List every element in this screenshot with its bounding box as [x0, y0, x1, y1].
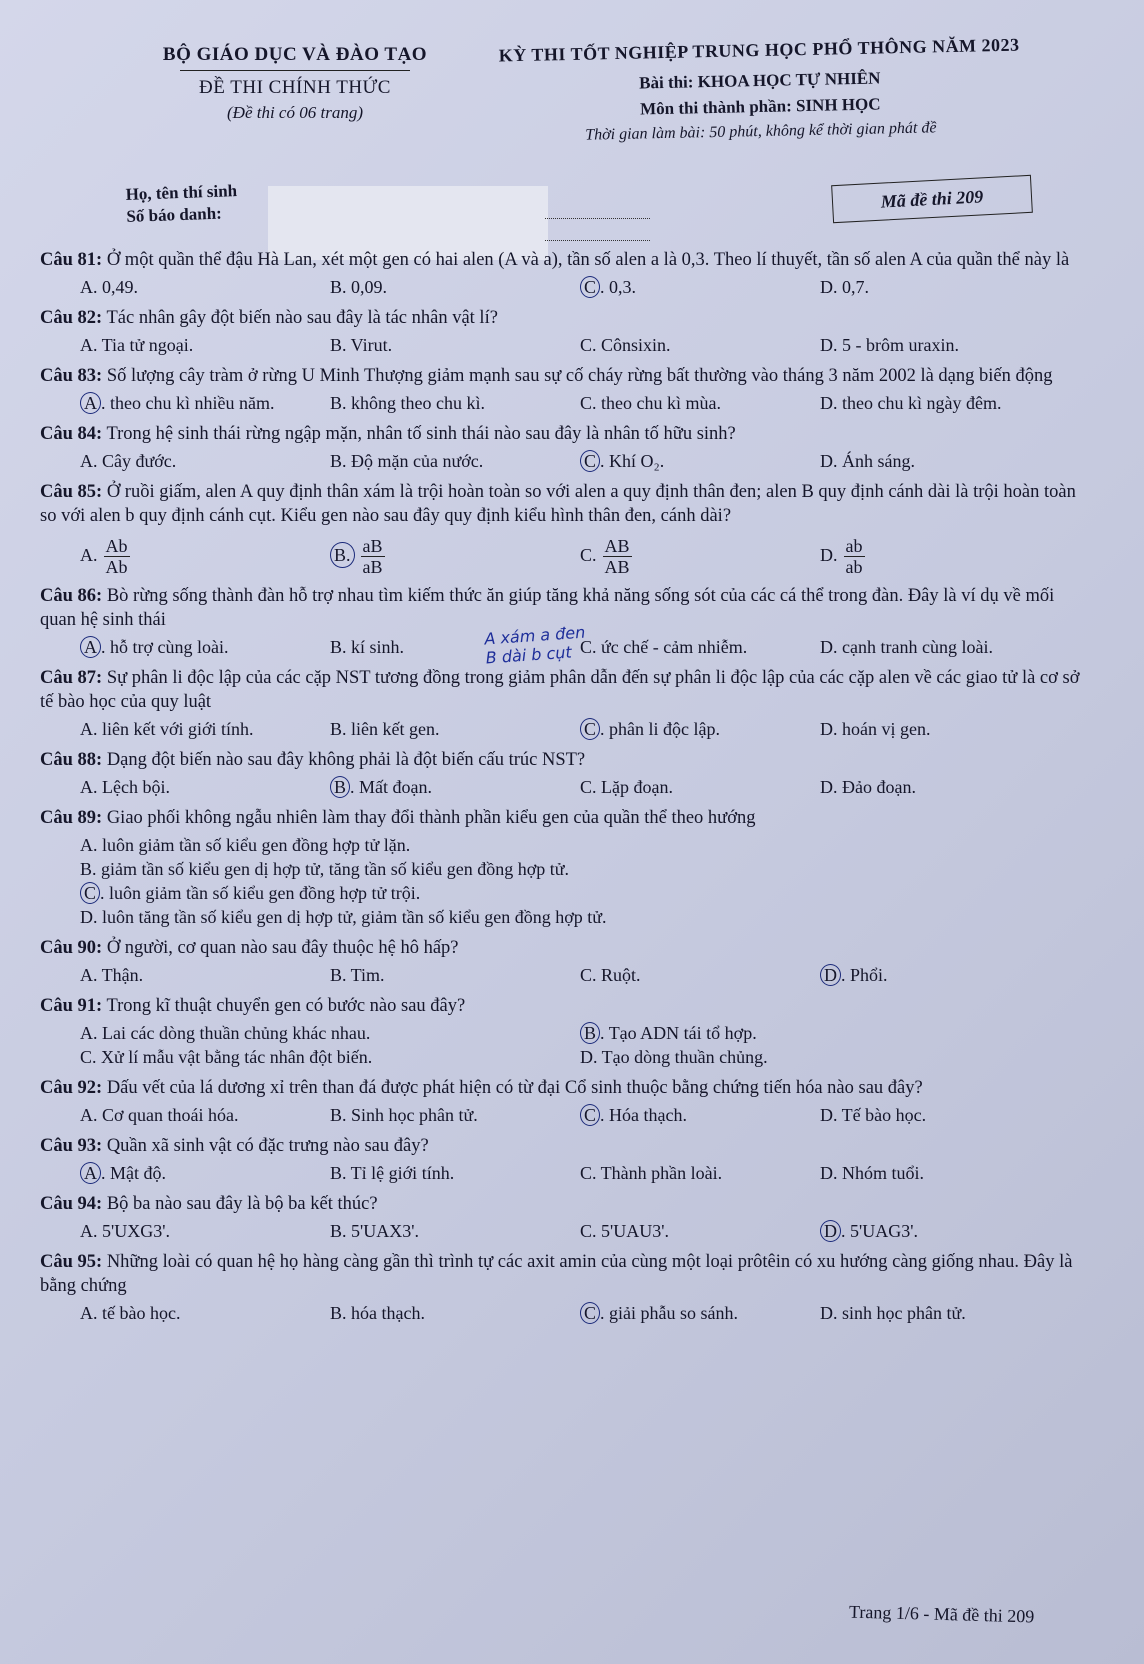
answer-option[interactable]	[330, 275, 580, 299]
option-text: C. Thành phần loài.	[580, 1163, 723, 1183]
question	[40, 364, 1080, 415]
answer-options	[40, 717, 1080, 741]
option-text: A . theo chu kì nhiều năm.	[80, 392, 274, 414]
exam-code-box: Mã đề thi 209	[831, 175, 1033, 223]
answer-option[interactable]	[820, 1103, 1060, 1127]
option-text: D. theo chu kì ngày đêm.	[820, 393, 1002, 413]
answer-option[interactable]	[580, 391, 820, 415]
answer-option[interactable]	[80, 1021, 580, 1045]
answer-option[interactable]	[580, 449, 820, 473]
ministry-name: BỘ GIÁO DỤC VÀ ĐÀO TẠO	[162, 44, 428, 65]
question-text	[40, 748, 1080, 772]
answer-option[interactable]	[80, 1103, 330, 1127]
answer-option[interactable]	[580, 1103, 820, 1127]
option-text: C. theo chu kì mùa.	[580, 393, 721, 413]
question	[40, 248, 1080, 299]
question-body: Bộ ba nào sau đây là bộ ba kết thúc?	[106, 1194, 378, 1214]
option-text: D . 5'UAG3'.	[820, 1220, 918, 1242]
answer-option[interactable]	[820, 635, 1060, 659]
option-text: B . Tạo ADN tái tổ hợp.	[580, 1022, 757, 1044]
question-label: Câu 84:	[40, 424, 103, 444]
question-label: Câu 81:	[40, 250, 103, 270]
question	[40, 936, 1080, 987]
option-text: A. Lệch bội.	[80, 777, 170, 797]
question-body: Tác nhân gây đột biến nào sau đây là tác nhân vật lí?	[106, 308, 498, 328]
fraction-denominator: aB	[362, 557, 383, 577]
answer-option[interactable]	[80, 1219, 330, 1243]
answer-option[interactable]	[80, 857, 1080, 881]
fraction-numerator: Ab	[105, 536, 128, 556]
answer-option[interactable]	[80, 905, 1080, 929]
page-footer: Trang 1/6 - Mã đề thi 209	[848, 1601, 1035, 1627]
question-label: Câu 94:	[40, 1194, 103, 1214]
answer-option[interactable]	[580, 1045, 1080, 1069]
option-text: A. 0,49.	[80, 277, 138, 297]
option-text: B. 0,09.	[330, 277, 388, 297]
answer-options	[40, 536, 1080, 577]
option-text: B. Sinh học phân tử.	[330, 1105, 478, 1125]
answer-option[interactable]	[330, 449, 580, 473]
answer-option[interactable]	[330, 775, 580, 799]
answer-options	[40, 1161, 1080, 1185]
answer-option[interactable]	[80, 449, 330, 473]
option-text: B. Virut.	[330, 335, 393, 355]
page-count-note: (Đề thi có 06 trang)	[227, 103, 363, 122]
answer-option[interactable]	[330, 536, 580, 577]
answer-option[interactable]	[330, 1219, 580, 1243]
answer-option[interactable]	[820, 963, 1060, 987]
question-label: Câu 85:	[40, 482, 103, 502]
genotype-fraction	[104, 536, 130, 577]
question-body: Quần xã sinh vật có đặc trưng nào sau đây?	[106, 1136, 429, 1156]
question-body: Ở một quần thể đậu Hà Lan, xét một gen có hai alen (A và a), tần số alen a là 0,3. Theo lí thuyết, tần số alen A của quần thể này là	[106, 250, 1070, 270]
answer-option[interactable]	[580, 635, 820, 659]
answer-option[interactable]	[80, 1045, 580, 1069]
fraction-numerator: aB	[362, 536, 383, 556]
question-text	[40, 1076, 1080, 1100]
question-body: Ở người, cơ quan nào sau đây thuộc hệ hô hấp?	[106, 938, 459, 958]
answer-option[interactable]	[820, 775, 1060, 799]
question-label: Câu 95:	[40, 1252, 103, 1272]
option-text: D. Ánh sáng.	[820, 451, 915, 471]
question-body: Ở ruồi giấm, alen A quy định thân xám là trội hoàn toàn so với alen a quy định thân đen; alen B quy định cánh dài là trội hoàn toàn so với alen b quy định cánh cụt. Kiểu gen nào sau đây quy định kiểu hình thân đen, cánh dài?	[40, 482, 1076, 526]
option-text: C . phân li độc lập.	[580, 718, 720, 740]
question-label: Câu 90:	[40, 938, 103, 958]
option-text: C . Khí O₂.	[580, 450, 664, 472]
option-text: B. kí sinh.	[330, 637, 405, 657]
answer-option[interactable]	[330, 1103, 580, 1127]
option-text: C. 5'UAU3'.	[580, 1221, 669, 1241]
option-text: C . 0,3.	[580, 276, 636, 298]
option-text: D. 5 - brôm uraxin.	[820, 335, 959, 355]
option-text: B. giảm tần số kiểu gen dị hợp tử, tăng tần số kiểu gen đồng hợp tử.	[80, 859, 569, 879]
answer-options	[40, 1301, 1080, 1325]
option-text: D. 0,7.	[820, 277, 869, 297]
exam-title: KỲ THI TỐT NGHIỆP TRUNG HỌC PHỔ THÔNG NĂM 2023	[498, 34, 1020, 66]
question-text	[40, 666, 1080, 714]
answer-option[interactable]	[580, 333, 820, 357]
option-text: B. không theo chu kì.	[330, 393, 485, 413]
question-text	[40, 1134, 1080, 1158]
answer-option[interactable]	[820, 1161, 1060, 1185]
option-text: A. Cây đước.	[80, 451, 177, 471]
option-text: B. 5'UAX3'.	[330, 1221, 419, 1241]
answer-option[interactable]	[80, 833, 1080, 857]
answer-options	[40, 775, 1080, 799]
answer-options	[40, 275, 1080, 299]
option-text: C . giải phẫu so sánh.	[580, 1302, 738, 1324]
id-dotted-line	[545, 240, 650, 242]
fraction-denominator: AB	[604, 557, 630, 577]
question	[40, 422, 1080, 473]
question-label: Câu 82:	[40, 308, 103, 328]
question	[40, 1250, 1080, 1325]
answer-options	[40, 833, 1080, 929]
option-text: D. Tạo dòng thuần chủng.	[580, 1047, 768, 1067]
answer-option[interactable]	[80, 275, 330, 299]
question-body: Những loài có quan hệ họ hàng càng gần thì trình tự các axit amin của cùng một loại prôtêin có xu hướng càng giống nhau. Đây là bằng chứng	[40, 1252, 1073, 1296]
name-dotted-line	[545, 218, 650, 220]
exam-paper: Bài thi: KHOA HỌC TỰ NHIÊN	[638, 68, 881, 93]
option-letter: B.	[330, 542, 355, 568]
question	[40, 806, 1080, 929]
option-text: C. Lặp đoạn.	[580, 777, 673, 797]
option-text: A. Cơ quan thoái hóa.	[80, 1105, 239, 1125]
answer-option[interactable]	[80, 1301, 330, 1325]
handwritten-note	[484, 623, 587, 668]
option-text: A. Tia tử ngoại.	[80, 335, 194, 355]
question-text	[40, 994, 1080, 1018]
header-left	[150, 44, 440, 123]
option-text: B. hóa thạch.	[330, 1303, 425, 1323]
official-exam-label: ĐỀ THI CHÍNH THỨC	[199, 77, 391, 98]
option-text: A . Mật độ.	[80, 1162, 166, 1184]
answer-option[interactable]	[820, 333, 1060, 357]
answer-options	[40, 1103, 1080, 1127]
header-right	[479, 34, 1041, 147]
option-text: C . Hóa thạch.	[580, 1104, 687, 1126]
answer-options	[40, 333, 1080, 357]
question	[40, 1076, 1080, 1127]
question-label: Câu 87:	[40, 668, 103, 688]
question-list	[40, 248, 1080, 1332]
question	[40, 666, 1080, 741]
handwritten-note-2: B dài b cụt	[485, 642, 573, 668]
answer-option[interactable]	[580, 1219, 820, 1243]
option-letter: A.	[80, 544, 98, 565]
genotype-fraction	[844, 536, 865, 577]
option-text: B . Mất đoạn.	[330, 776, 432, 798]
answer-options	[40, 963, 1080, 987]
question	[40, 306, 1080, 357]
option-text: A. Thận.	[80, 965, 144, 985]
question-text	[40, 1250, 1080, 1298]
question-label: Câu 88:	[40, 750, 103, 770]
answer-option[interactable]	[820, 1219, 1060, 1243]
question-text	[40, 422, 1080, 446]
question-text	[40, 480, 1080, 528]
question-text	[40, 248, 1080, 272]
answer-options	[40, 1021, 1080, 1069]
question-body: Trong kĩ thuật chuyển gen có bước nào sau đây?	[106, 996, 466, 1016]
answer-option[interactable]	[580, 963, 820, 987]
option-text: D. Đảo đoạn.	[820, 777, 916, 797]
answer-option[interactable]	[80, 1161, 330, 1185]
answer-options	[40, 391, 1080, 415]
option-letter: C.	[580, 544, 597, 565]
answer-option[interactable]	[80, 391, 330, 415]
answer-option[interactable]	[80, 333, 330, 357]
answer-option[interactable]	[80, 635, 330, 659]
question-body: Bò rừng sống thành đàn hỗ trợ nhau tìm kiếm thức ăn giúp tăng khả năng sống sót của các cá thể trong đàn. Đây là ví dụ về mối quan hệ sinh thái	[40, 586, 1055, 630]
header-rule	[180, 70, 410, 71]
question-label: Câu 91:	[40, 996, 103, 1016]
answer-option[interactable]	[580, 536, 820, 577]
option-text: C. Cônsixin.	[580, 335, 671, 355]
option-text: B. liên kết gen.	[330, 719, 440, 739]
answer-option[interactable]	[80, 717, 330, 741]
option-text: B. Tim.	[330, 965, 385, 985]
question	[40, 1134, 1080, 1185]
answer-option[interactable]	[80, 775, 330, 799]
answer-option[interactable]	[580, 775, 820, 799]
question-text	[40, 936, 1080, 960]
question-label: Câu 93:	[40, 1136, 103, 1156]
question	[40, 994, 1080, 1069]
option-text: B. Độ mặn của nước.	[330, 451, 484, 471]
handwritten-note-1: A xám a đen	[483, 622, 586, 649]
answer-option[interactable]	[330, 1161, 580, 1185]
answer-option[interactable]	[820, 449, 1060, 473]
question-label: Câu 86:	[40, 586, 103, 606]
option-text: A. luôn giảm tần số kiểu gen đồng hợp tử lặn.	[80, 835, 411, 855]
option-text: C. Ruột.	[580, 965, 641, 985]
option-text: C. ức chế - cảm nhiễm.	[580, 637, 748, 657]
option-text: A. liên kết với giới tính.	[80, 719, 254, 739]
option-text: D. luôn tăng tần số kiểu gen dị hợp tử, giảm tần số kiểu gen đồng hợp tử.	[80, 907, 607, 927]
answer-option[interactable]	[580, 717, 820, 741]
option-text: D. hoán vị gen.	[820, 719, 931, 739]
question-body: Trong hệ sinh thái rừng ngập mặn, nhân tố sinh thái nào sau đây là nhân tố hữu sinh?	[106, 424, 736, 444]
fraction-numerator: AB	[604, 536, 630, 556]
option-letter: D.	[820, 544, 838, 565]
question-label: Câu 92:	[40, 1078, 103, 1098]
option-text: D. sinh học phân tử.	[820, 1303, 966, 1323]
question-label: Câu 83:	[40, 366, 103, 386]
option-text: D . Phổi.	[820, 964, 888, 986]
question-text	[40, 306, 1080, 330]
fraction-denominator: ab	[845, 557, 863, 577]
candidate-info	[125, 180, 238, 228]
question	[40, 1192, 1080, 1243]
option-text: C. Xử lí mẫu vật bằng tác nhân đột biến.	[80, 1047, 373, 1067]
answer-option[interactable]	[80, 881, 1080, 905]
exam-time: Thời gian làm bài: 50 phút, không kể thời gian phát đề	[585, 119, 937, 144]
question-body: Số lượng cây tràm ở rừng U Minh Thượng giảm mạnh sau sự cố cháy rừng bất thường vào tháng 3 năm 2002 là dạng biến động	[106, 366, 1053, 386]
answer-option[interactable]	[330, 1301, 580, 1325]
option-text: D. Tế bào học.	[820, 1105, 927, 1125]
genotype-fraction	[603, 536, 632, 577]
answer-option[interactable]	[580, 1161, 820, 1185]
question	[40, 748, 1080, 799]
answer-option[interactable]	[580, 1021, 1080, 1045]
question-text	[40, 364, 1080, 388]
question-body: Dạng đột biến nào sau đây không phải là đột biến cấu trúc NST?	[106, 750, 586, 770]
option-text: A. tế bào học.	[80, 1303, 181, 1323]
question-body: Giao phối không ngẫu nhiên làm thay đổi thành phần kiểu gen của quần thể theo hướng	[106, 808, 756, 828]
answer-option[interactable]	[330, 963, 580, 987]
option-text: D. Nhóm tuổi.	[820, 1163, 925, 1183]
candidate-id-label: Số báo danh:	[126, 203, 223, 226]
answer-option[interactable]	[330, 391, 580, 415]
option-text: A . hỗ trợ cùng loài.	[80, 636, 229, 658]
question-body: Dấu vết của lá dương xỉ trên than đá được phát hiện có từ đại Cổ sinh thuộc bằng chứng tiến hóa nào sau đây?	[106, 1078, 923, 1098]
option-text: B. Tỉ lệ giới tính.	[330, 1163, 455, 1183]
answer-option[interactable]	[820, 391, 1060, 415]
question-text	[40, 806, 1080, 830]
answer-option[interactable]	[820, 1301, 1060, 1325]
answer-options	[40, 1219, 1080, 1243]
genotype-fraction	[361, 536, 385, 577]
answer-option[interactable]	[80, 536, 330, 577]
question-body: Sự phân li độc lập của các cặp NST tương đồng trong giảm phân dẫn đến sự phân li độc lập của các cặp alen về các giao tử là cơ sở tế bào học của quy luật	[40, 668, 1080, 712]
question-text	[40, 1192, 1080, 1216]
option-text: D. cạnh tranh cùng loài.	[820, 637, 993, 657]
answer-option[interactable]	[580, 1301, 820, 1325]
question-label: Câu 89:	[40, 808, 103, 828]
answer-option[interactable]	[330, 333, 580, 357]
fraction-numerator: ab	[845, 536, 863, 556]
answer-option[interactable]	[580, 275, 820, 299]
answer-options	[40, 449, 1080, 473]
option-text: A. Lai các dòng thuần chủng khác nhau.	[80, 1023, 371, 1043]
exam-subject: Môn thi thành phần: SINH HỌC	[639, 94, 881, 119]
option-text: A. 5'UXG3'.	[80, 1221, 170, 1241]
answer-option[interactable]	[820, 275, 1060, 299]
answer-option[interactable]	[330, 717, 580, 741]
answer-option[interactable]	[80, 963, 330, 987]
question	[40, 480, 1080, 577]
option-text: C . luôn giảm tần số kiểu gen đồng hợp tử trội.	[80, 882, 420, 904]
fraction-denominator: Ab	[105, 557, 128, 577]
candidate-name-label: Họ, tên thí sinh	[125, 181, 238, 204]
answer-option[interactable]	[820, 536, 1060, 577]
answer-option[interactable]	[820, 717, 1060, 741]
